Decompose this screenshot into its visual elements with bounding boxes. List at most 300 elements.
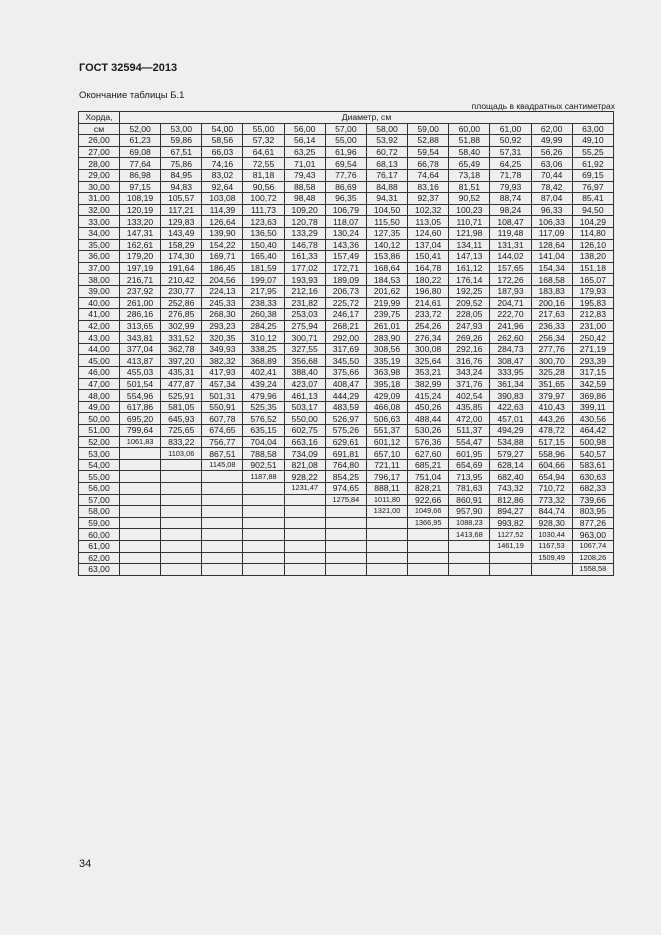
area-cell: 1103,06: [161, 448, 202, 460]
area-cell: 70,44: [531, 169, 572, 181]
area-cell: 382,99: [408, 378, 449, 390]
area-cell: 607,78: [202, 413, 243, 425]
area-cell: 353,21: [408, 367, 449, 379]
area-cell: 69,08: [120, 146, 161, 158]
area-cell: 302,99: [161, 320, 202, 332]
area-cell: 231,82: [284, 297, 325, 309]
area-cell: 310,12: [243, 332, 284, 344]
diameter-cell: 59,00: [408, 123, 449, 135]
area-cell: 97,15: [120, 181, 161, 193]
chord-cell: 56,00: [79, 483, 120, 495]
area-cell: 197,19: [120, 262, 161, 274]
area-cell: 1049,66: [408, 506, 449, 518]
area-cell: 682,40: [490, 471, 531, 483]
area-cell: 67,51: [161, 146, 202, 158]
area-cell: 219,99: [366, 297, 407, 309]
area-cell: 764,80: [325, 459, 366, 471]
table-row: [79, 483, 614, 495]
area-cell: 439,24: [243, 378, 284, 390]
area-cell: 388,40: [284, 367, 325, 379]
area-cell: 803,95: [572, 506, 613, 518]
area-cell: 212,83: [572, 309, 613, 321]
area-cell: 362,78: [161, 343, 202, 355]
area-cell: 124,60: [408, 227, 449, 239]
table-row: [79, 436, 614, 448]
area-cell: 179,93: [572, 285, 613, 297]
table-row: [79, 355, 614, 367]
area-cell: 325,64: [408, 355, 449, 367]
area-cell: 844,74: [531, 506, 572, 518]
area-cell: 114,39: [202, 204, 243, 216]
area-cell: [120, 483, 161, 495]
area-cell: 120,19: [120, 204, 161, 216]
area-cell: 375,66: [325, 367, 366, 379]
area-cell: 75,86: [161, 158, 202, 170]
area-cell: 628,14: [490, 459, 531, 471]
area-cell: 181,59: [243, 262, 284, 274]
chord-cell: 42,00: [79, 320, 120, 332]
area-cell: 231,00: [572, 320, 613, 332]
area-cell: 206,73: [325, 285, 366, 297]
area-cell: 245,33: [202, 297, 243, 309]
area-cell: 361,34: [490, 378, 531, 390]
area-cell: 430,56: [572, 413, 613, 425]
chord-cell: 43,00: [79, 332, 120, 344]
area-cell: 654,69: [449, 459, 490, 471]
area-cell: 410,43: [531, 401, 572, 413]
area-cell: 192,25: [449, 285, 490, 297]
area-cell: [449, 552, 490, 564]
area-cell: 172,71: [325, 262, 366, 274]
area-cell: 833,22: [161, 436, 202, 448]
area-cell: 252,86: [161, 297, 202, 309]
area-cell: [202, 564, 243, 576]
area-cell: 417,93: [202, 367, 243, 379]
area-cell: 59,54: [408, 146, 449, 158]
area-cell: 79,43: [284, 169, 325, 181]
table-row: [79, 494, 614, 506]
area-cell: 558,96: [531, 448, 572, 460]
chord-cell: 58,00: [79, 506, 120, 518]
chord-cell: 27,00: [79, 146, 120, 158]
diameter-cell: 57,00: [325, 123, 366, 135]
area-cell: 49,10: [572, 135, 613, 147]
chord-cell: 44,00: [79, 343, 120, 355]
diameter-cell: 58,00: [366, 123, 407, 135]
area-cell: 796,17: [366, 471, 407, 483]
area-cell: 550,00: [284, 413, 325, 425]
area-cell: 1167,53: [531, 540, 572, 552]
area-cell: 204,71: [490, 297, 531, 309]
chord-cell: 59,00: [79, 517, 120, 529]
area-cell: 57,32: [243, 135, 284, 147]
chord-cell: 48,00: [79, 390, 120, 402]
area-cell: 253,03: [284, 309, 325, 321]
area-cell: 343,81: [120, 332, 161, 344]
unit-note: площадь в квадратных сантиметрах: [471, 101, 615, 111]
table-row: [79, 193, 614, 205]
area-cell: 86,69: [325, 181, 366, 193]
table-row: [79, 425, 614, 437]
area-cell: 812,86: [490, 494, 531, 506]
area-cell: 102,32: [408, 204, 449, 216]
area-cell: 423,07: [284, 378, 325, 390]
area-cell: 316,76: [449, 355, 490, 367]
area-cell: 408,47: [325, 378, 366, 390]
area-cell: 144,02: [490, 251, 531, 263]
area-cell: 751,04: [408, 471, 449, 483]
area-cell: 695,20: [120, 413, 161, 425]
area-cell: 277,76: [531, 343, 572, 355]
area-cell: 157,65: [490, 262, 531, 274]
area-cell: 734,09: [284, 448, 325, 460]
area-cell: 250,42: [572, 332, 613, 344]
chord-cell: 50,00: [79, 413, 120, 425]
area-cell: 111,73: [243, 204, 284, 216]
area-cell: 94,83: [161, 181, 202, 193]
area-cell: 154,34: [531, 262, 572, 274]
area-cell: 1187,88: [243, 471, 284, 483]
area-cell: 1030,44: [531, 529, 572, 541]
diameter-cell: 56,00: [284, 123, 325, 135]
area-cell: 150,41: [408, 251, 449, 263]
chord-cell: 40,00: [79, 297, 120, 309]
area-cell: 1509,49: [531, 552, 572, 564]
area-cell: 104,50: [366, 204, 407, 216]
area-cell: 300,08: [408, 343, 449, 355]
area-cell: 1145,08: [202, 459, 243, 471]
area-cell: [325, 564, 366, 576]
area-cell: 371,76: [449, 378, 490, 390]
area-cell: [490, 552, 531, 564]
area-cell: 488,44: [408, 413, 449, 425]
area-cell: 153,86: [366, 251, 407, 263]
area-cell: 601,12: [366, 436, 407, 448]
area-cell: 73,18: [449, 169, 490, 181]
area-cell: 343,24: [449, 367, 490, 379]
area-cell: 363,98: [366, 367, 407, 379]
diameter-cell: 52,00: [120, 123, 161, 135]
area-cell: 222,70: [490, 309, 531, 321]
area-cell: 308,56: [366, 343, 407, 355]
area-cell: [325, 529, 366, 541]
table-row: [79, 216, 614, 228]
area-cell: 269,26: [449, 332, 490, 344]
area-cell: 435,31: [161, 367, 202, 379]
area-cell: 76,97: [572, 181, 613, 193]
area-cell: 691,81: [325, 448, 366, 460]
area-cell: 540,57: [572, 448, 613, 460]
area-cell: [284, 540, 325, 552]
area-cell: 494,29: [490, 425, 531, 437]
area-cell: [531, 564, 572, 576]
chord-cell: 34,00: [79, 227, 120, 239]
area-cell: 525,35: [243, 401, 284, 413]
area-cell: 69,54: [325, 158, 366, 170]
area-cell: 551,37: [366, 425, 407, 437]
area-cell: 108,19: [120, 193, 161, 205]
area-cell: 59,86: [161, 135, 202, 147]
area-cell: 317,69: [325, 343, 366, 355]
area-cell: [408, 552, 449, 564]
chord-cell: 38,00: [79, 274, 120, 286]
table-row: [79, 459, 614, 471]
area-cell: 781,63: [449, 483, 490, 495]
area-cell: [202, 517, 243, 529]
area-cell: [449, 564, 490, 576]
area-cell: 457,34: [202, 378, 243, 390]
area-cell: 105,57: [161, 193, 202, 205]
area-cell: 98,24: [490, 204, 531, 216]
area-cell: 81,51: [449, 181, 490, 193]
area-cell: 635,15: [243, 425, 284, 437]
area-cell: 466,08: [366, 401, 407, 413]
area-cell: 237,92: [120, 285, 161, 297]
area-cell: 189,09: [325, 274, 366, 286]
area-cell: 464,42: [572, 425, 613, 437]
area-cell: [120, 448, 161, 460]
chord-cell: 57,00: [79, 494, 120, 506]
area-cell: 268,30: [202, 309, 243, 321]
table-row: [79, 401, 614, 413]
chord-cell: 29,00: [79, 169, 120, 181]
area-cell: 517,15: [531, 436, 572, 448]
area-cell: 292,00: [325, 332, 366, 344]
area-cell: 236,33: [531, 320, 572, 332]
area-cell: 103,08: [202, 193, 243, 205]
area-cell: 141,04: [531, 251, 572, 263]
diameter-cell: 60,00: [449, 123, 490, 135]
area-cell: 161,33: [284, 251, 325, 263]
area-cell: [161, 459, 202, 471]
area-cell: 356,68: [284, 355, 325, 367]
area-cell: 64,61: [243, 146, 284, 158]
area-cell: 685,21: [408, 459, 449, 471]
area-cell: 382,32: [202, 355, 243, 367]
area-cell: [366, 517, 407, 529]
area-cell: 118,07: [325, 216, 366, 228]
area-cell: 645,93: [161, 413, 202, 425]
area-cell: 169,71: [202, 251, 243, 263]
area-cell: 113,05: [408, 216, 449, 228]
area-cell: 177,02: [284, 262, 325, 274]
area-cell: 119,48: [490, 227, 531, 239]
area-cell: 1558,58: [572, 564, 613, 576]
area-cell: 117,09: [531, 227, 572, 239]
area-cell: 164,78: [408, 262, 449, 274]
area-cell: 57,31: [490, 146, 531, 158]
area-cell: 146,78: [284, 239, 325, 251]
area-cell: 477,87: [161, 378, 202, 390]
area-cell: 61,96: [325, 146, 366, 158]
area-cell: 183,83: [531, 285, 572, 297]
area-cell: 682,33: [572, 483, 613, 495]
area-cell: 455,03: [120, 367, 161, 379]
area-cell: 196,80: [408, 285, 449, 297]
area-cell: 90,52: [449, 193, 490, 205]
area-cell: 500,98: [572, 436, 613, 448]
area-cell: 94,31: [366, 193, 407, 205]
area-cell: 888,11: [366, 483, 407, 495]
area-cell: 674,65: [202, 425, 243, 437]
area-cell: [161, 494, 202, 506]
area-cell: 854,25: [325, 471, 366, 483]
header-row-top: [79, 112, 614, 124]
area-cell: 422,63: [490, 401, 531, 413]
area-cell: [120, 564, 161, 576]
area-cell: 799,64: [120, 425, 161, 437]
area-cell: [284, 564, 325, 576]
area-cell: 216,71: [120, 274, 161, 286]
table-row: [79, 529, 614, 541]
area-cell: 225,72: [325, 297, 366, 309]
area-cell: 230,77: [161, 285, 202, 297]
area-cell: 268,21: [325, 320, 366, 332]
area-cell: [202, 483, 243, 495]
area-cell: 261,00: [120, 297, 161, 309]
area-cell: 137,04: [408, 239, 449, 251]
area-cell: 581,05: [161, 401, 202, 413]
area-cell: 136,50: [243, 227, 284, 239]
table-row: [79, 564, 614, 576]
area-cell: 126,64: [202, 216, 243, 228]
area-cell: 397,20: [161, 355, 202, 367]
area-cell: 239,75: [366, 309, 407, 321]
area-cell: 256,34: [531, 332, 572, 344]
area-cell: 1061,83: [120, 436, 161, 448]
area-cell: 576,36: [408, 436, 449, 448]
area-cell: 604,66: [531, 459, 572, 471]
area-cell: 1067,74: [572, 540, 613, 552]
area-cell: 96,35: [325, 193, 366, 205]
area-cell: 127,35: [366, 227, 407, 239]
area-cell: 147,13: [449, 251, 490, 263]
area-cell: 87,04: [531, 193, 572, 205]
area-cell: [366, 552, 407, 564]
area-cell: 209,52: [449, 297, 490, 309]
area-cell: 1275,84: [325, 494, 366, 506]
area-cell: 369,86: [572, 390, 613, 402]
area-cell: 511,37: [449, 425, 490, 437]
table-row: [79, 390, 614, 402]
area-cell: 74,64: [408, 169, 449, 181]
area-cell: 174,30: [161, 251, 202, 263]
area-cell: [161, 540, 202, 552]
diameter-row: [79, 123, 614, 135]
table-row: [79, 251, 614, 263]
area-cell: [243, 506, 284, 518]
area-cell: 602,75: [284, 425, 325, 437]
area-cell: 179,20: [120, 251, 161, 263]
area-cell: [120, 529, 161, 541]
area-cell: 1088,23: [449, 517, 490, 529]
area-cell: 77,76: [325, 169, 366, 181]
table-row: [79, 367, 614, 379]
area-cell: 83,02: [202, 169, 243, 181]
area-cell: 143,36: [325, 239, 366, 251]
table-row: [79, 517, 614, 529]
area-cell: 79,93: [490, 181, 531, 193]
area-cell: 52,88: [408, 135, 449, 147]
area-cell: [243, 483, 284, 495]
area-cell: 123,63: [243, 216, 284, 228]
area-cell: 110,71: [449, 216, 490, 228]
area-cell: 276,34: [408, 332, 449, 344]
area-cell: [161, 483, 202, 495]
chord-cell: 36,00: [79, 251, 120, 263]
table-row: [79, 471, 614, 483]
area-cell: [449, 540, 490, 552]
area-cell: 461,13: [284, 390, 325, 402]
area-cell: 210,42: [161, 274, 202, 286]
area-cell: 66,03: [202, 146, 243, 158]
chord-cell: 54,00: [79, 459, 120, 471]
area-cell: [408, 540, 449, 552]
area-cell: [202, 506, 243, 518]
area-cell: 157,49: [325, 251, 366, 263]
area-cell: 65,49: [449, 158, 490, 170]
area-cell: [120, 471, 161, 483]
area-cell: [284, 517, 325, 529]
area-cell: 106,33: [531, 216, 572, 228]
table-row: [79, 378, 614, 390]
area-cell: [120, 517, 161, 529]
area-cell: 617,86: [120, 401, 161, 413]
area-cell: 115,50: [366, 216, 407, 228]
area-cell: 63,25: [284, 146, 325, 158]
area-cell: 284,73: [490, 343, 531, 355]
area-cell: 283,90: [366, 332, 407, 344]
table-row: [79, 540, 614, 552]
table-row: [79, 204, 614, 216]
area-cell: 68,13: [366, 158, 407, 170]
table-row: [79, 169, 614, 181]
area-cell: 663,16: [284, 436, 325, 448]
area-cell: 526,97: [325, 413, 366, 425]
table-row: [79, 552, 614, 564]
area-cell: 94,50: [572, 204, 613, 216]
area-cell: 138,20: [572, 251, 613, 263]
area-cell: 150,40: [243, 239, 284, 251]
area-cell: [325, 552, 366, 564]
area-cell: 55,25: [572, 146, 613, 158]
area-cell: 109,20: [284, 204, 325, 216]
area-cell: 721,11: [366, 459, 407, 471]
area-cell: 120,78: [284, 216, 325, 228]
area-cell: 1321,00: [366, 506, 407, 518]
area-cell: 114,80: [572, 227, 613, 239]
area-cell: 69,15: [572, 169, 613, 181]
table-row: [79, 332, 614, 344]
area-cell: 92,64: [202, 181, 243, 193]
area-cell: 92,37: [408, 193, 449, 205]
chord-cell: 32,00: [79, 204, 120, 216]
area-cell: 756,77: [202, 436, 243, 448]
area-cell: 228,05: [449, 309, 490, 321]
area-cell: 165,07: [572, 274, 613, 286]
area-cell: 379,97: [531, 390, 572, 402]
chord-cell: 52,00: [79, 436, 120, 448]
diameter-cell: 54,00: [202, 123, 243, 135]
area-cell: 450,26: [408, 401, 449, 413]
area-cell: 162,61: [120, 239, 161, 251]
area-cell: 195,83: [572, 297, 613, 309]
area-cell: 554,47: [449, 436, 490, 448]
area-cell: 88,74: [490, 193, 531, 205]
area-cell: 1231,47: [284, 483, 325, 495]
area-cell: 193,93: [284, 274, 325, 286]
diameter-header: Диаметр, см: [120, 112, 614, 124]
